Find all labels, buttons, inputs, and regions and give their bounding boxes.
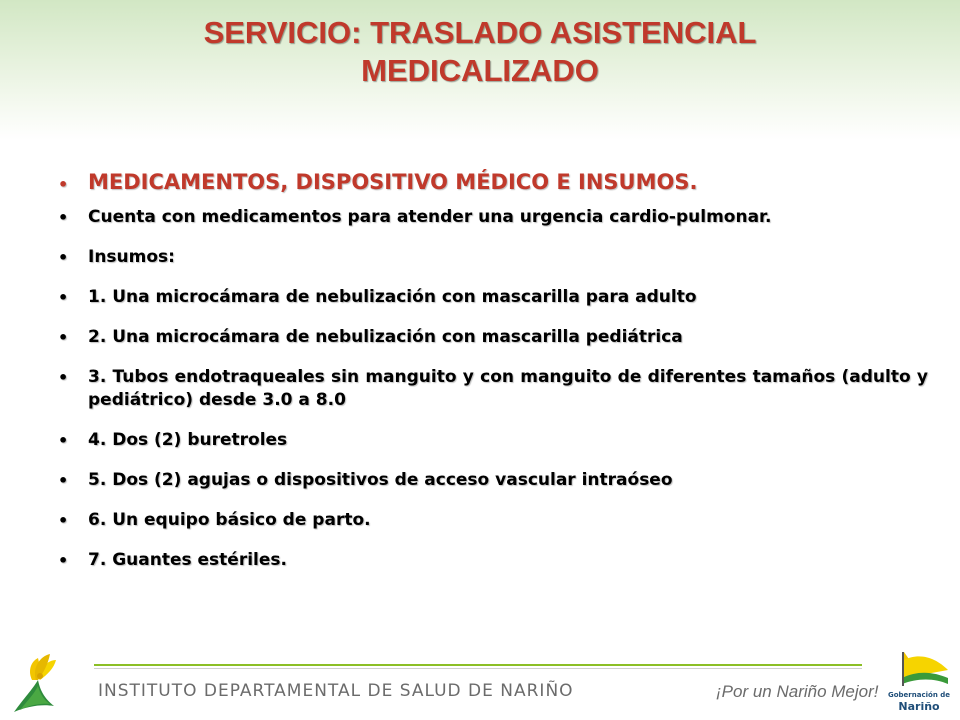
footer-organization: INSTITUTO DEPARTAMENTAL DE SALUD DE NARIÑO (98, 681, 574, 701)
footer-divider-shadow (94, 668, 862, 669)
bullet-item: • Cuenta con medicamentos para atender una urgencia cardio-pulmonar. (58, 207, 772, 227)
bullet-dot-icon: • (58, 175, 69, 194)
footer-slogan: ¡Por un Nariño Mejor! (716, 682, 879, 701)
bullet-item: • 2. Una microcámara de nebulización con mascarilla pediátrica (58, 327, 683, 347)
bullet-dot-icon: • (58, 511, 69, 530)
bullet-dot-icon: • (58, 431, 69, 450)
bullet-item: • 7. Guantes estériles. (58, 550, 287, 570)
bullet-item: • 4. Dos (2) buretroles (58, 430, 288, 450)
gobernacion-logo-text (884, 690, 954, 712)
bullet-list (56, 168, 928, 572)
slide-title (0, 14, 960, 90)
bullet-item: • Insumos: (58, 247, 175, 267)
slide-title-line1: SERVICIO: TRASLADO ASISTENCIAL (203, 15, 757, 50)
bullet-dot-icon: • (58, 248, 69, 267)
gobernacion-logo-small: Gobernación de (887, 691, 950, 699)
bullet-dot-icon: • (58, 328, 69, 347)
bullet-item: • 3. Tubos endotraqueales sin manguito y con manguito de diferentes tamaños (adulto y pediátrico) desde 3.0 a 8.0 (58, 367, 928, 410)
gobernacion-logo-big: Nariño (898, 700, 940, 713)
bullet-dot-icon: • (58, 288, 69, 307)
slide-title-line2: MEDICALIZADO (361, 53, 599, 88)
bullet-dot-icon: • (58, 471, 69, 490)
bullet-item: • 1. Una microcámara de nebulización con mascarilla para adulto (58, 287, 697, 307)
bullet-item: • 5. Dos (2) agujas o dispositivos de acceso vascular intraóseo (58, 470, 673, 490)
bullet-dot-icon: • (58, 368, 69, 387)
bullet-dot-icon: • (58, 208, 69, 227)
bullet-dot-icon: • (58, 551, 69, 570)
institute-logo-icon (10, 650, 70, 714)
footer-divider (94, 664, 862, 666)
bullet-heading: • MEDICAMENTOS, DISPOSITIVO MÉDICO E INSUMOS. (56, 168, 928, 196)
bullet-item: • 6. Un equipo básico de parto. (58, 510, 371, 530)
